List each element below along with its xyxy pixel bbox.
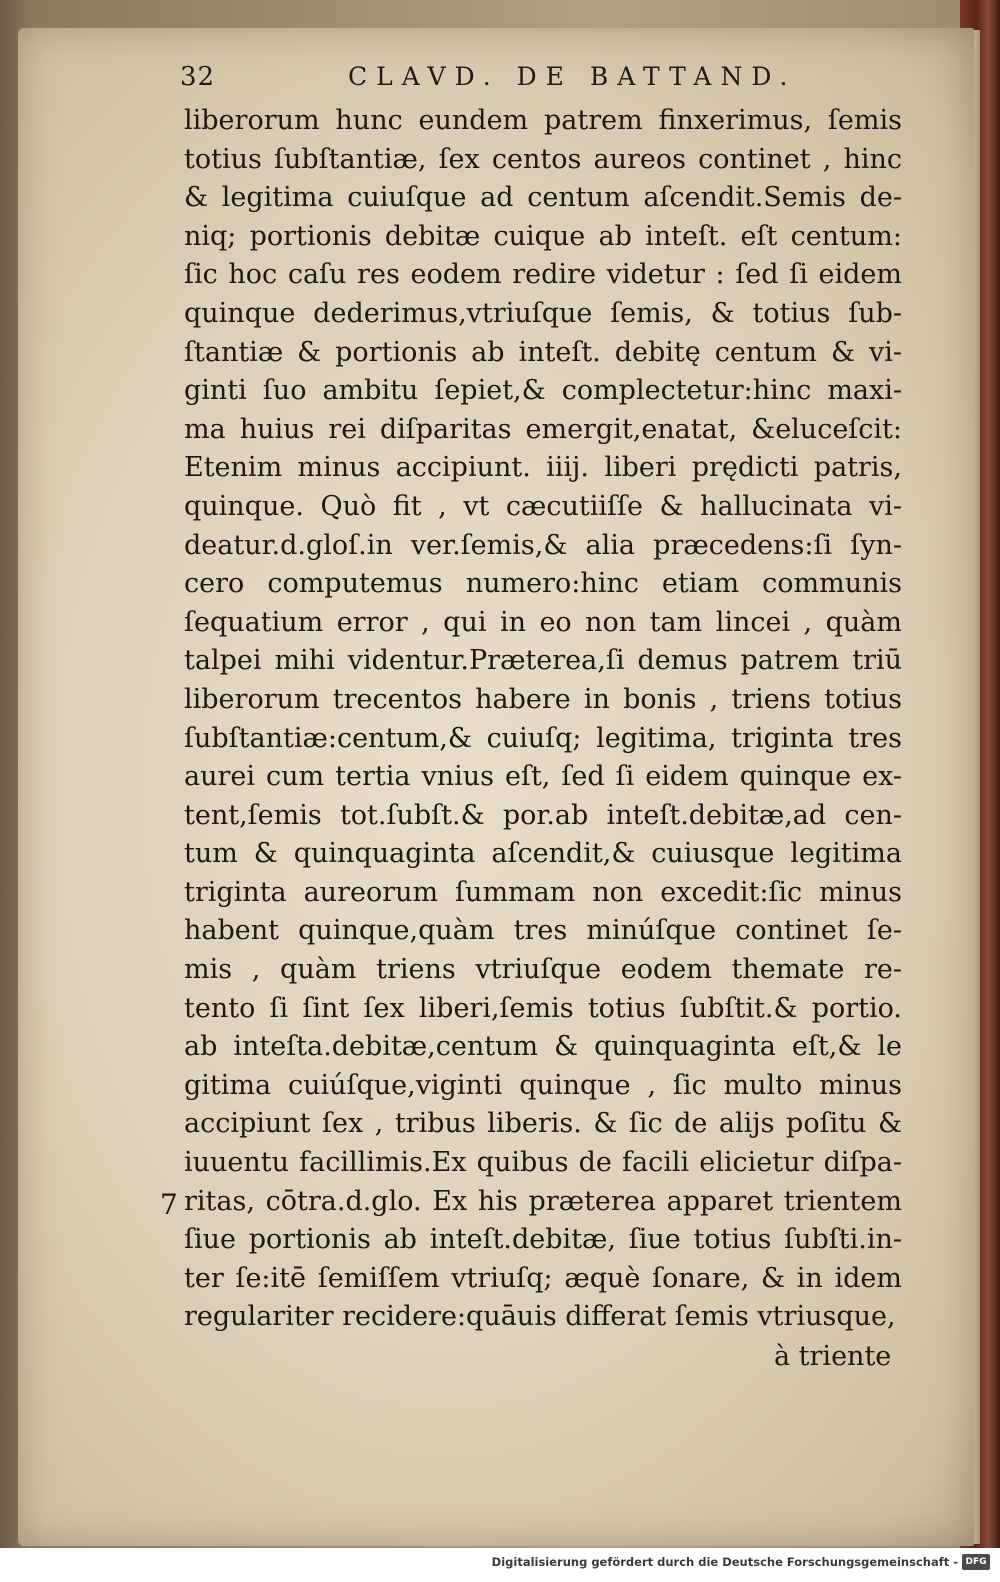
dfg-logo: DFG [962,1554,990,1570]
text-line: regulariter recidere:quāuis differat ſemis vtriusque, [184,1301,896,1333]
text-line: tum & quinquaginta aſcendit,& cuiusque legitima [184,838,902,870]
text-line: tento ſi ſint ſex liberi,ſemis totius ſubſtit.& portio. [184,992,902,1024]
text-line: ginti ſuo ambitu ſepiet,& complectetur:hinc maxi- [184,375,902,407]
text-line: niq; portionis debitæ cuique ab inteſt. eſt centum: [184,220,902,252]
text-line: ab inteſta.debitæ,centum & quinquaginta eſt,& le [184,1031,902,1063]
text-line: ſiue portionis ab inteſt.debitæ, ſiue totius ſubſti.in- [184,1224,902,1256]
text-line: deatur.d.gloſ.in ver.ſemis,& alia præcedens:ſi ſyn- [184,529,902,561]
text-line: accipiunt ſex , tribus liberis. & ſic de alijs poſitu & [184,1108,902,1140]
footer-credit: Digitalisierung gefördert durch die Deutsche Forschungsgemeinschaft - [491,1555,958,1569]
text-line: iuuentu facillimis.Ex quibus de facili elicietur diſpa- [184,1147,902,1179]
text-line: totius ſubſtantiæ, ſex centos aureos continet , hinc [184,143,902,175]
page-header [180,62,900,102]
text-line: ſtantiæ & portionis ab inteſt. debitę centum & vi- [184,336,902,368]
text-line: & legitima cuiuſque ad centum aſcendit.Semis de- [184,182,902,214]
body-text [184,102,902,1337]
text-line: liberorum trecentos habere in bonis , triens totius [184,683,902,715]
text-line: Etenim minus accipiunt. iiij. liberi prędicti patris, [184,452,902,484]
page-number: 32 [180,62,216,92]
text-line: ſic hoc caſu res eodem redire videtur : ſed ſi eidem [184,259,902,291]
text-line: gitima cuiúſque,viginti quinque , ſic multo minus [184,1069,902,1101]
text-line: quinque. Quò fit , vt cæcutiiſſe & hallucinata vi- [184,490,902,522]
text-line: ſequatium error , qui in eo non tam lincei , quàm [184,606,902,638]
text-line: tent,ſemis tot.ſubſt.& por.ab inteſt.debitæ,ad cen- [184,799,902,831]
text-line: habent quinque,quàm tres minúſque continet ſe- [184,915,902,947]
text-line: ma huius rei diſparitas emergit,enatat, &eluceſcit: [184,413,902,445]
text-line: ter ſe:itē ſemiſſem vtriuſq; æquè ſonare, & in idem [184,1262,902,1294]
text-line: ritas, cōtra.d.glo. Ex his præterea apparet trientem [184,1185,902,1217]
running-head: CLAVD. DE BATTAND. [348,62,797,91]
text-line: liberorum hunc eundem patrem finxerimus, ſemis [184,105,902,136]
text-line: cero computemus numero:hinc etiam communis [184,568,902,600]
text-line: talpei mihi videntur.Præterea,ſi demus patrem triū [184,645,902,677]
text-line: quinque dederimus,vtriuſque ſemis, & totius ſub- [184,297,902,329]
text-line: ſubſtantiæ:centum,& cuiuſq; legitima, triginta tres [184,722,902,754]
margin-note: 7 [160,1188,178,1221]
text-line: triginta aureorum ſummam non excedit:ſic minus [184,876,902,908]
text-line: aurei cum tertia vnius eſt, ſed ſi eidem quinque ex- [184,761,902,793]
catchword: à triente [774,1341,892,1372]
text-line: mis , quàm triens vtriuſque eodem themate re- [184,954,902,986]
